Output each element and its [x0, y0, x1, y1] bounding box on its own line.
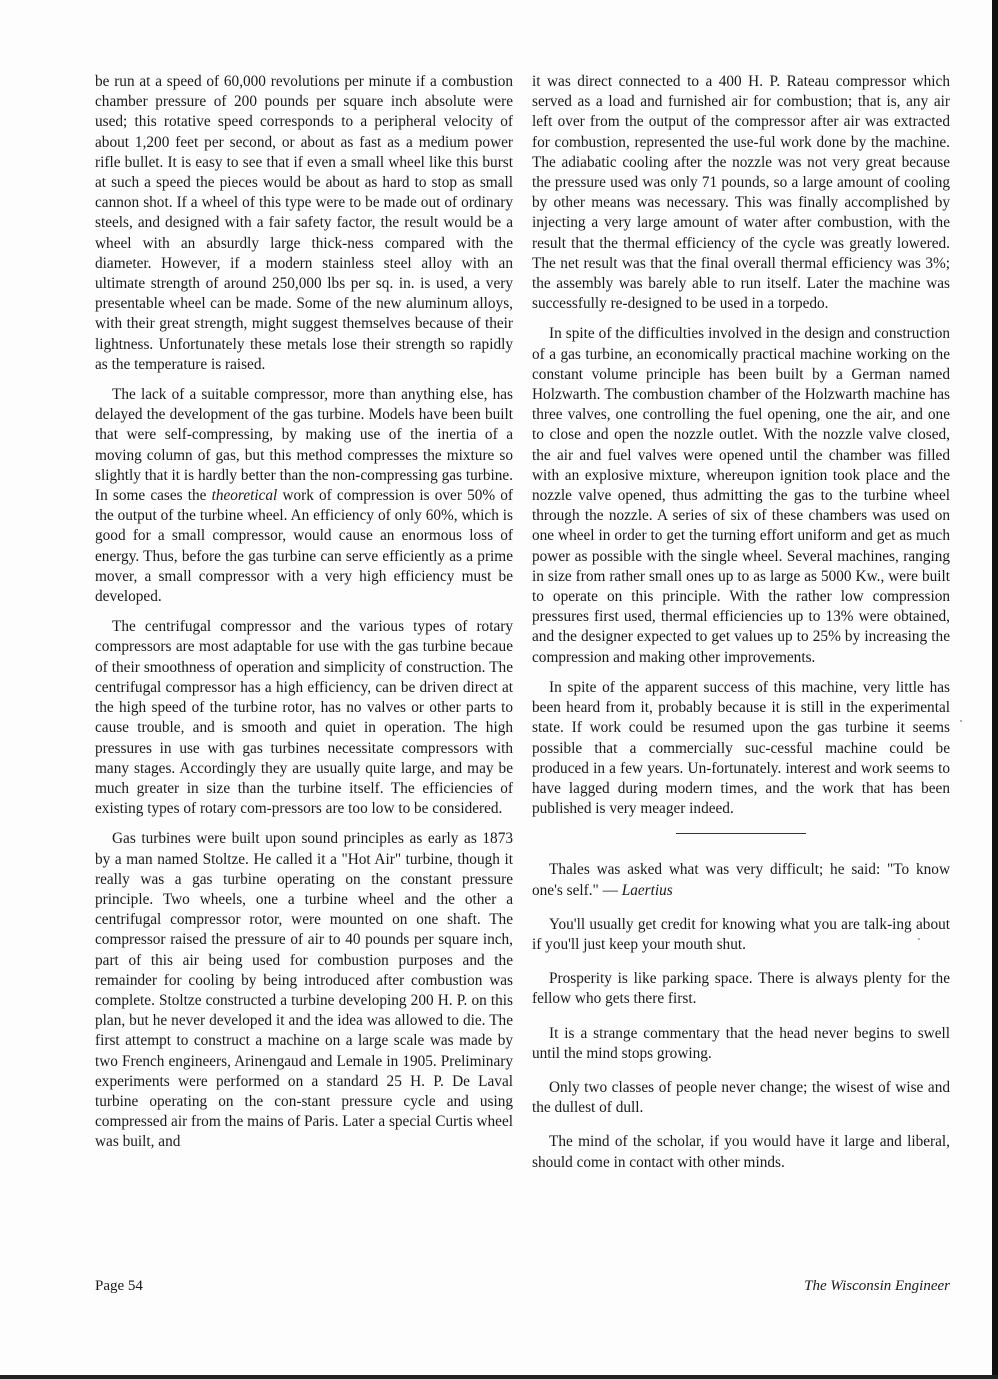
- filler-quote-head: It is a strange commentary that the head never begins to swell until the mind stops growing.: [532, 1024, 950, 1062]
- right-column: [532, 72, 950, 1187]
- filler-quote-thales: [532, 860, 950, 900]
- paragraph-holzwarth: In spite of the difficulties involved in the design and construction of a gas turbine, an economically practical machine working on the constant volume principle has been built by a German named Holzwarth. The combustion chamber of the Holzwarth machine has three valves, one controlling the fuel opening, one the air, and one to close and open the nozzle outlet. With the nozzle valve closed, the air and fuel valves were opened until the chamber was filled with an explosive mixture, whereupon ignition took place and the nozzle valve opened, thus admitting the gas to the turbine wheel through the nozzle. A series of six of these chambers was used on one wheel in order to get the turning effort uniform and get as much power as possible with the single wheel. Several machines, ranging in size from rather small ones up to as large as 5000 Kw., were built to operate on this principle. With the rather low compression pressures first used, thermal efficiencies up to 13% were obtained, and the designer expected to get values up to 25% by increasing the compression and making other improvements.: [532, 325, 950, 666]
- paragraph-centrifugal-compressor: The centrifugal compressor and the various types of rotary compressors are most adaptable for use with the gas turbine becaue of their smoothness of operation and simplicity of construction. The centrifugal compressor has a high efficiency, can be driven direct at the high speed of the turbine rotor, has no valves or other parts to cause trouble, and is smooth and quiet in operation. The high pressures in use with gas turbines necessitate compressors with many stages. Accordingly they are usually quite large, and may be much greater in size than the turbine itself. The efficiencies of existing types of rotary com-pressors are too low to be considered.: [95, 618, 513, 818]
- paragraph-compressor-lack: [95, 385, 513, 607]
- quote-source: Laertius: [621, 881, 673, 899]
- paragraph-text: The lack of a suitable compressor, more than anything else, has delayed the development of the gas turbine. Models have been built that were self-compressing, by making use of the inertia of a moving column of gas, but this method compresses the mixture so slightly that it is hardly better than the non-compressing gas turbine. In some cases the: [95, 386, 513, 505]
- filler-quote-classes: Only two classes of people never change; the wisest of wise and the dullest of dull.: [532, 1078, 950, 1117]
- scan-edge-right: [992, 0, 998, 1379]
- scan-edge-bottom: [0, 1375, 998, 1379]
- paragraph-wheel-speed: be run at a speed of 60,000 revolutions per minute if a combustion chamber pressure of 200 pounds per square inch absolute were used; this rotative speed corresponds to a peripheral velocity of about 1,200 feet per second, or about as fast as a medium power rifle bullet. It is easy to see that if even a small wheel like this burst at such a speed the pieces would be about as hard to stop as small cannon shot. If a wheel of this type were to be made out of ordinary steels, and designed with a fair safety factor, the result would be a wheel with an absurdly large thick-ness compared with the diameter. However, if a modern stainless steel alloy with an ultimate strength of around 250,000 lbs per sq. in. is used, a very presentable wheel can be made. Some of the new aluminum alloys, with their great strength, might suggest themselves because of their lightness. Unfortunately these metals lose their strength so rapidly as the temperature is raised.: [95, 73, 513, 373]
- page-number: Page 54: [95, 1278, 143, 1294]
- left-column: [95, 72, 513, 1163]
- filler-quote-prosperity: Prosperity is like parking space. There is always plenty for the fellow who gets there first.: [532, 970, 950, 1008]
- paragraph-history-stoltze: Gas turbines were built upon sound principles as early as 1873 by a man named Stoltze. He called it a "Hot Air" turbine, though it really was a gas turbine operating on the constant pressure principle. Two wheels, one a turbine wheel and the other a centrifugal compressor rotor, were mounted on one shaft. The compressor raised the pressure of air to 40 pounds per square inch, part of this air being used for combustion purposes and the remainder for cooling by being introduced after combustion was complete. Stoltze constructed a turbine developing 200 H. P. on this plan, but he never developed it and the idea was allowed to die. The first attempt to construct a machine on a large scale was made by two French engineers, Arinengaud and Lemale in 1905. Preliminary experiments were performed on a standard 25 H. P. De Laval turbine operating on the con-stant pressure cycle and using compressed air from the mains of Paris. Later a special Curtis wheel was built, and: [95, 830, 513, 1151]
- scan-speck: [960, 720, 962, 722]
- scan-speck: [918, 938, 920, 940]
- paragraph-rateau-compressor: it was direct connected to a 400 H. P. Rateau compressor which served as a load and furnished air for combustion; that is, any air left over from the output of the compressor after air was extracted for combustion, represented the use-ful work done by the machine. The adiabatic cooling after the nozzle was not very great because the pressure used was only 71 pounds, so a large amount of cooling by other means was necessary. This was finally accomplished by injecting a very large amount of water after combustion, with the result that the thermal efficiency of the cycle was greatly lowered. The net result was that the final overall thermal efficiency was 3%; the assembly was barely able to run itself. Later the machine was successfully re-designed to be used in a torpedo.: [532, 73, 950, 313]
- italic-term: theoretical: [211, 487, 278, 505]
- publication-name: The Wisconsin Engineer: [804, 1278, 950, 1294]
- paragraph-text: work of compression is over 50% of the output of the turbine wheel. An efficiency of only 60%, which is good for a small compressor, would cause an enormous loss of energy. Thus, before the gas turbine can serve efficiently as a prime mover, a small compressor with a very high efficiency must be developed.: [95, 487, 513, 606]
- section-divider: [676, 833, 806, 834]
- filler-quote-scholar: The mind of the scholar, if you would have it large and liberal, should come in contact with other minds.: [532, 1133, 950, 1171]
- quote-text: Thales was asked what was very difficult; he said: "To know one's self." —: [532, 861, 950, 899]
- filler-quote-credit: You'll usually get credit for knowing what you are talk-ing about if you'll just keep your mouth shut.: [532, 915, 950, 953]
- paragraph-experimental-state: In spite of the apparent success of this machine, very little has been heard from it, probably because it is still in the experimental state. If work could be resumed upon the gas turbine it seems possible that a commercially suc-cessful machine could be produced in a few years. Un-fortunately. interest and work seems to have lagged during modern times, and the work that has been published is very meager indeed.: [532, 678, 950, 818]
